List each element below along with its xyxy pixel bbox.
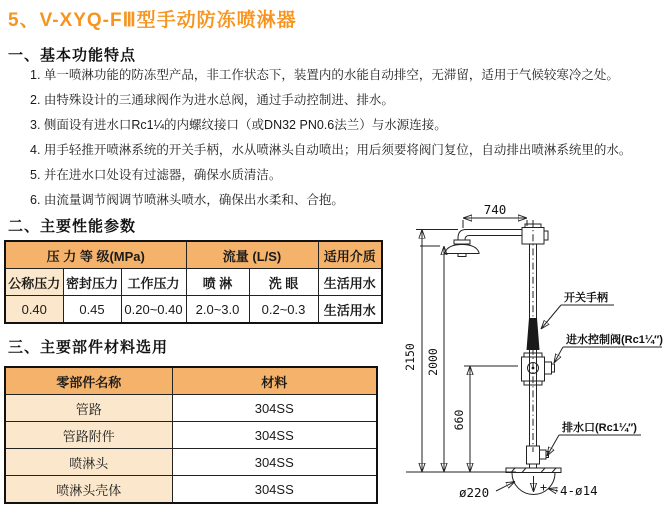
table-row: [5, 449, 377, 476]
section-heading-features: 一、基本功能特点: [8, 47, 137, 64]
mat-cell-part: 喷淋头壳体: [5, 476, 172, 504]
switch-handle-part: [527, 318, 540, 350]
mat-cell-material: 304SS: [172, 476, 377, 504]
mat-cell-material: 304SS: [172, 422, 377, 449]
perf-cell-seal: 0.45: [63, 296, 121, 324]
mat-cell-material: 304SS: [172, 395, 377, 422]
dim-text-bolt-holes: 4-ø14: [560, 483, 598, 498]
shower-arm: [454, 230, 522, 245]
mat-cell-material: 304SS: [172, 449, 377, 476]
feature-item: 4. 用手轻推开喷淋系统的开关手柄，水从喷淋头自动喷出；用后须要将阀门复位，自动排出喷淋系统里的水。: [30, 143, 632, 157]
inlet-valve-part: [522, 353, 555, 385]
mat-header-material: 材料: [172, 367, 377, 395]
perf-cell-working: 0.20~0.40: [121, 296, 186, 324]
perf-data-row: [5, 296, 382, 324]
mat-cell-part: 管路: [5, 395, 172, 422]
perf-group-header-pressure: 压 力 等 级(MPa): [5, 241, 186, 269]
features-list: [30, 63, 662, 213]
dim-shower-height: [420, 246, 444, 472]
label-text-switch-handle: 开关手柄: [564, 292, 608, 304]
top-tee-fitting: [522, 224, 548, 244]
dim-text-740: 740: [483, 202, 507, 217]
label-drain-outlet: [547, 420, 641, 456]
drain-part: [527, 446, 549, 468]
section-heading-materials: 三、主要部件材料选用: [8, 339, 169, 356]
perf-cell-spray: 2.0~3.0: [186, 296, 249, 324]
mat-cell-part: 管路附件: [5, 422, 172, 449]
perf-subheader-seal: 密封压力: [63, 269, 121, 296]
section-heading-performance: 二、主要性能参数: [8, 218, 137, 235]
feature-item: 3. 侧面设有进水口Rc1¼的内螺纹接口（或DN32 PN0.6法兰）与水源连接。: [30, 118, 447, 132]
perf-group-header-row: [5, 241, 382, 269]
dim-valve-height: [452, 366, 518, 472]
dim-text-base-diameter: ø220: [459, 485, 490, 500]
perf-subheader-medium: 生活用水: [318, 269, 382, 296]
feature-item: 6. 由流量调节阀调节喷淋头喷水，确保出水柔和、合抱。: [30, 193, 344, 207]
dim-top-width: [463, 202, 527, 228]
dim-text-660: 660: [452, 409, 466, 431]
dim-text-2000: 2000: [426, 348, 440, 376]
label-inlet-valve: [554, 332, 663, 363]
mat-cell-part: 喷淋头: [5, 449, 172, 476]
shower-head: [445, 245, 479, 257]
perf-group-header-flow: 流量 (L/S): [186, 241, 318, 269]
dim-bolt-holes: [548, 483, 598, 498]
perf-cell-medium: 生活用水: [318, 296, 382, 324]
materials-table: [4, 366, 378, 504]
performance-table: [4, 240, 383, 324]
feature-item: 5. 并在进水口处设有过滤器，确保水质清洁。: [30, 168, 282, 182]
perf-subheader-working: 工作压力: [121, 269, 186, 296]
perf-subheader-nominal: 公称压力: [5, 269, 63, 296]
perf-cell-eyewash: 0.2~0.3: [249, 296, 318, 324]
mat-header-row: [5, 367, 377, 395]
dim-text-2150: 2150: [403, 343, 417, 371]
feature-item: 2. 由特殊设计的三通球阀作为进水总阀，通过手动控制进、排水。: [30, 93, 394, 107]
perf-subheader-spray: 喷 淋: [186, 269, 249, 296]
table-row: [5, 395, 377, 422]
perf-subheader-eyewash: 洗 眼: [249, 269, 318, 296]
dim-base-diameter: [459, 482, 515, 501]
label-switch-handle: [541, 290, 614, 329]
table-row: [5, 422, 377, 449]
page-title: 5、V-XYQ-FⅢ型手动防冻喷淋器: [8, 10, 297, 31]
perf-group-header-medium: 适用介质: [318, 241, 382, 269]
perf-subheader-row: [5, 269, 382, 296]
shower-drawing-svg: [400, 200, 665, 511]
mat-header-part: 零部件名称: [5, 367, 172, 395]
table-row: [5, 476, 377, 504]
technical-drawing: [400, 200, 665, 511]
label-text-drain-outlet: 排水口(Rc1¼″): [562, 422, 637, 434]
label-text-inlet-valve: 进水控制阀(Rc1¼″): [566, 334, 663, 346]
perf-cell-nominal: 0.40: [5, 296, 63, 324]
feature-item: 1. 单一喷淋功能的防冻型产品，非工作状态下，装置内的水能自动排空，无滞留，适用于气候较寒冷之处。: [30, 68, 619, 82]
